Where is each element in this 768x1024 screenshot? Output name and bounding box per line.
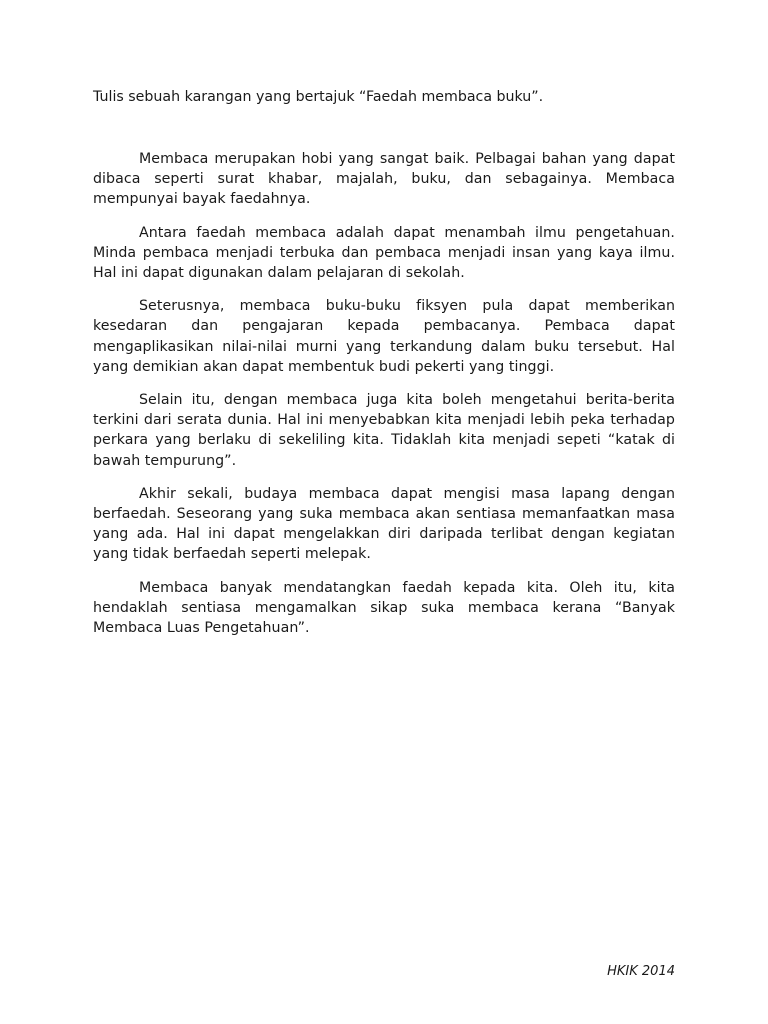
essay-instruction: Tulis sebuah karangan yang bertajuk “Faedah membaca buku”. bbox=[93, 89, 544, 105]
essay-paragraph-6: Membaca banyak mendatangkan faedah kepada kita. Oleh itu, kita hendaklah sentiasa mengamalkan sikap suka membaca kerana “Banyak Membaca Luas Pengetahuan”. bbox=[93, 579, 675, 637]
essay-paragraph-1: Membaca merupakan hobi yang sangat baik. Pelbagai bahan yang dapat dibaca seperti surat khabar, majalah, buku, dan sebagainya. Membaca mempunyai bayak faedahnya. bbox=[93, 151, 675, 208]
essay-paragraph-4: Selain itu, dengan membaca juga kita boleh mengetahui berita-berita terkini dari serata dunia. Hal ini menyebabkan kita menjadi lebih peka terhadap perkara yang berlaku di sekeliling kita. Tidaklah kita menjadi sepeti “katak di bawah tempurung”. bbox=[93, 392, 675, 469]
essay-paragraph-5: Akhir sekali, budaya membaca dapat mengisi masa lapang dengan berfaedah. Seseorang yang suka membaca akan sentiasa memanfaatkan masa yang ada. Hal ini dapat mengelakkan diri daripada terlibat dengan kegiatan yang tidak berfaedah seperti melepak. bbox=[93, 485, 675, 563]
essay-body bbox=[93, 149, 675, 651]
page-footer: HKIK 2014 bbox=[607, 964, 675, 979]
essay-paragraph-2: Antara faedah membaca adalah dapat menambah ilmu pengetahuan. Minda pembaca menjadi terbuka dan pembaca menjadi insan yang kaya ilmu. Hal ini dapat digunakan dalam pelajaran di sekolah. bbox=[93, 224, 675, 282]
essay-paragraph-3: Seterusnya, membaca buku-buku fiksyen pula dapat memberikan kesedaran dan pengajaran kepada pembacanya. Pembaca dapat mengaplikasikan nilai-nilai murni yang terkandung dalam buku tersebut. Hal yang demikian akan dapat membentuk budi pekerti yang tinggi. bbox=[93, 298, 675, 375]
